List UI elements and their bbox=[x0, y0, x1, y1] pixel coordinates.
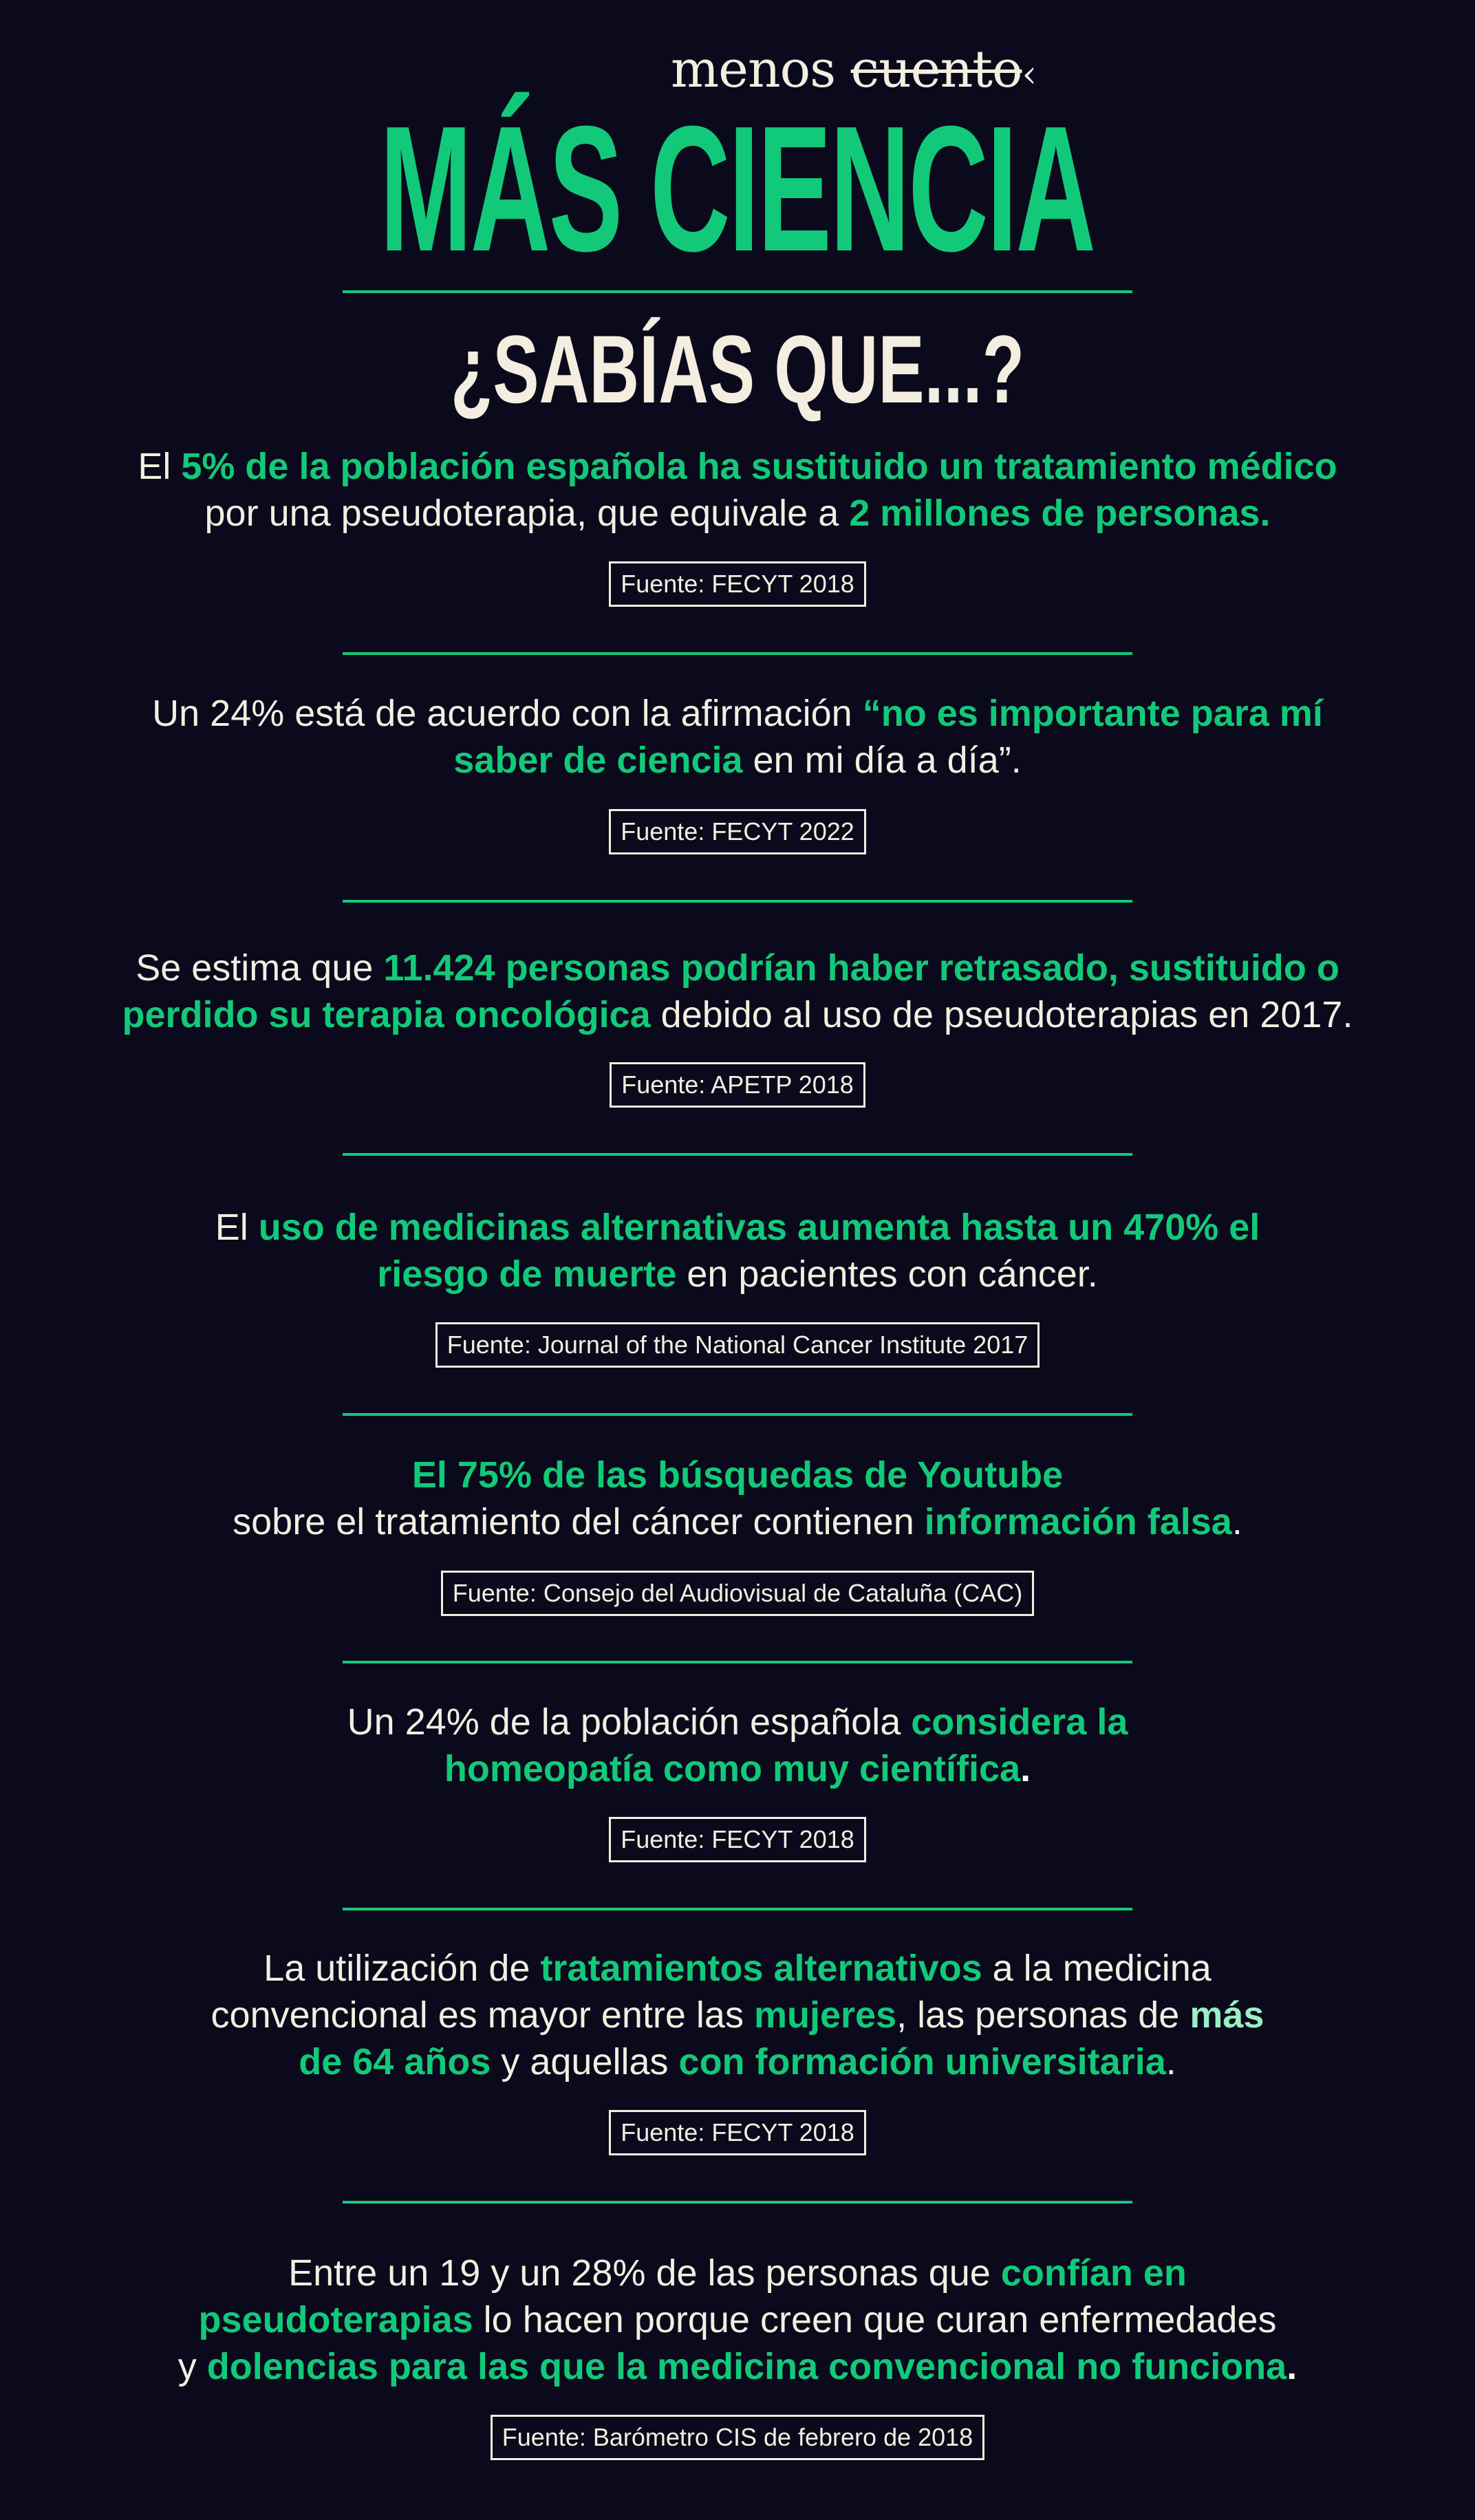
fact-highlight: de 64 años bbox=[299, 2041, 491, 2082]
fact-text: , las personas de bbox=[896, 1994, 1190, 2036]
divider bbox=[343, 652, 1132, 655]
fact-text: y bbox=[177, 2346, 207, 2387]
fact-text: lo hacen porque creen que curan enfermedades bbox=[473, 2299, 1277, 2340]
fact-highlight: 2 millones de personas. bbox=[849, 493, 1271, 534]
source-badge: Fuente: FECYT 2018 bbox=[609, 561, 866, 607]
source-badge: Fuente: Consejo del Audiovisual de Cataluña (CAC) bbox=[441, 1571, 1034, 1616]
fact-2 bbox=[0, 690, 1475, 784]
fact-text: La utilización de bbox=[263, 1948, 541, 1989]
divider bbox=[343, 290, 1132, 293]
fact-highlight: “no es importante para mí bbox=[862, 693, 1323, 734]
source-badge: Fuente: FECYT 2018 bbox=[609, 2110, 866, 2155]
fact-highlight: más bbox=[1189, 1994, 1264, 2036]
fact-3 bbox=[0, 945, 1475, 1038]
fact-highlight: 5% de la población española ha sustituido un tratamiento médico bbox=[181, 446, 1337, 487]
logo-text-cuento: cuento bbox=[850, 40, 1022, 99]
fact-4 bbox=[0, 1204, 1475, 1297]
source-4 bbox=[0, 1322, 1475, 1368]
fact-text: Se estima que bbox=[136, 947, 384, 989]
fact-1 bbox=[0, 443, 1475, 537]
fact-6 bbox=[0, 1699, 1475, 1792]
fact-highlight: información falsa bbox=[924, 1501, 1232, 1542]
fact-text: Entre un 19 y un 28% de las personas que bbox=[288, 2252, 1001, 2294]
fact-text: . bbox=[1286, 2346, 1298, 2387]
divider bbox=[343, 1413, 1132, 1416]
fact-text: Un 24% de la población española bbox=[347, 1701, 912, 1743]
logo-text-menos: menos bbox=[671, 40, 851, 99]
fact-text: . bbox=[1020, 1748, 1031, 1789]
source-1 bbox=[0, 561, 1475, 607]
fact-text: sobre el tratamiento del cáncer contienen bbox=[233, 1501, 925, 1542]
source-badge: Fuente: Barómetro CIS de febrero de 2018 bbox=[491, 2415, 984, 2460]
section-title: ¿SABÍAS QUE...? bbox=[450, 315, 1025, 423]
fact-text: Un 24% está de acuerdo con la afirmación bbox=[152, 693, 863, 734]
logo-mark-icon: ‹ bbox=[1022, 52, 1037, 96]
source-7 bbox=[0, 2110, 1475, 2155]
fact-text: debido al uso de pseudoterapias en 2017. bbox=[650, 994, 1353, 1035]
source-2 bbox=[0, 809, 1475, 854]
source-badge: Fuente: FECYT 2022 bbox=[609, 809, 866, 854]
source-8 bbox=[0, 2415, 1475, 2460]
fact-highlight: riesgo de muerte bbox=[377, 1253, 677, 1295]
fact-highlight: considera la bbox=[911, 1701, 1128, 1743]
fact-7 bbox=[0, 1945, 1475, 2085]
fact-highlight: 11.424 personas podrían haber retrasado, sustituido o bbox=[383, 947, 1339, 989]
fact-5 bbox=[0, 1452, 1475, 1545]
divider bbox=[343, 1153, 1132, 1156]
fact-text: . bbox=[1165, 2041, 1176, 2082]
fact-highlight: confían en bbox=[1000, 2252, 1187, 2294]
fact-text: por una pseudoterapia, que equivale a bbox=[204, 493, 850, 534]
fact-highlight: uso de medicinas alternativas aumenta hasta un 470% el bbox=[258, 1207, 1260, 1248]
source-6 bbox=[0, 1817, 1475, 1862]
source-badge: Fuente: APETP 2018 bbox=[610, 1062, 865, 1108]
fact-highlight: con formación universitaria bbox=[678, 2041, 1166, 2082]
divider bbox=[343, 1908, 1132, 1910]
divider bbox=[343, 2201, 1132, 2204]
fact-highlight: perdido su terapia oncológica bbox=[122, 994, 651, 1035]
source-badge: Fuente: FECYT 2018 bbox=[609, 1817, 866, 1862]
fact-8 bbox=[0, 2250, 1475, 2390]
source-5 bbox=[0, 1571, 1475, 1616]
fact-highlight: pseudoterapias bbox=[198, 2299, 473, 2340]
fact-highlight: homeopatía como muy científica bbox=[444, 1748, 1021, 1789]
divider bbox=[343, 1661, 1132, 1663]
fact-text: a la medicina bbox=[982, 1948, 1212, 1989]
fact-highlight: tratamientos alternativos bbox=[540, 1948, 982, 1989]
fact-text: convencional es mayor entre las bbox=[211, 1994, 754, 2036]
fact-text: en pacientes con cáncer. bbox=[676, 1253, 1098, 1295]
source-badge: Fuente: Journal of the National Cancer Institute 2017 bbox=[435, 1322, 1040, 1368]
divider bbox=[343, 900, 1132, 903]
fact-text: El bbox=[138, 446, 182, 487]
fact-text: . bbox=[1231, 1501, 1242, 1542]
fact-highlight: saber de ciencia bbox=[453, 740, 743, 781]
fact-highlight: mujeres bbox=[753, 1994, 897, 2036]
fact-text: El bbox=[215, 1207, 259, 1248]
fact-highlight: El 75% de las búsquedas de Youtube bbox=[411, 1454, 1064, 1496]
fact-text: en mi día a día”. bbox=[742, 740, 1022, 781]
fact-text: y aquellas bbox=[491, 2041, 679, 2082]
page-title: MÁS CIENCIA bbox=[379, 89, 1095, 289]
source-3 bbox=[0, 1062, 1475, 1108]
fact-highlight: dolencias para las que la medicina convencional no funciona bbox=[206, 2346, 1287, 2387]
